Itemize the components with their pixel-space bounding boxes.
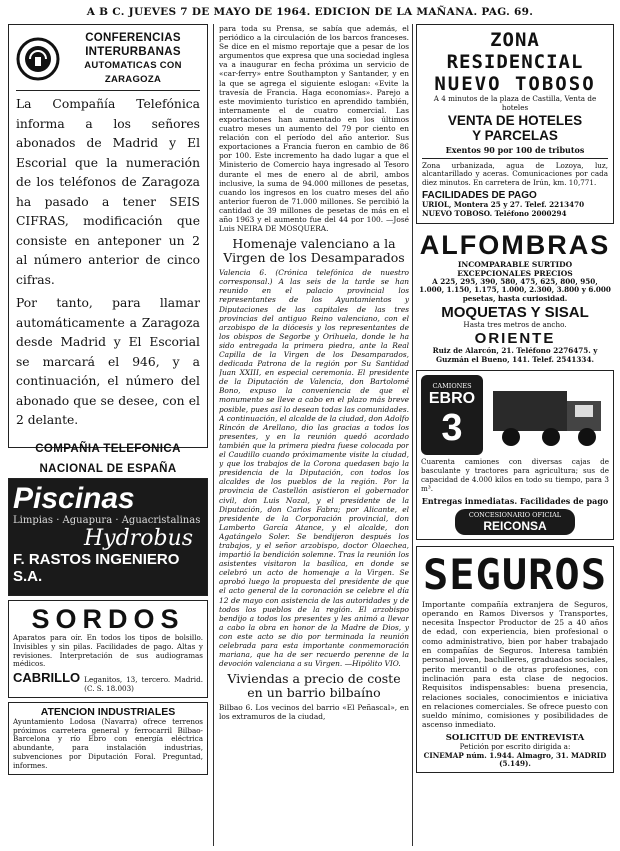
alfombras-moquetas-sub: Hasta tres metros de ancho.	[463, 319, 567, 329]
column-rule	[412, 24, 413, 846]
telefonica-logo-icon	[16, 37, 60, 81]
piscinas-brand: Hydrobus	[83, 526, 193, 551]
toboso-venta: VENTA DE HOTELES	[447, 112, 583, 128]
telefonica-para-2: Por tanto, para llamar automáticamente a Zaragoza desde Madrid y El Escorial se marcará el 946, y a continuación, el número del abonado que se desee, con el 2 delante.	[16, 296, 200, 427]
alfombras-address: Ruiz de Alarcón, 21. Teléfono 2276475. y Guzmán el Bueno, 141. Telef. 2541334.	[432, 345, 598, 364]
ebro-concesionario: CONCESIONARIO OFICIAL	[468, 510, 562, 519]
ebro-label: CAMIONES	[432, 382, 472, 391]
logo-line-3: AUTOMATICAS CON ZARAGOZA	[84, 60, 182, 85]
article-2-body: Valencia 6. (Crónica telefónica de nuestro corresponsal.) A las seis de la tarde se han reunido en el palacio provincial los representantes de los Ayuntamientos y Diputaciones de las capitales de las tres provincias del antiguo Reino valenciano, con el arzobispo de la diócesis y los representantes de los obispos de Segorbe y Orihuela, donde le ha sido entregada la primera piedra, ante la Real Capilla de la Virgen de los Desamparados, dedicada Patrona de la región por Su Santidad Juan XXIII, en especial ceremonia. El presidente de la Diputación de Valencia, don Bartolomé Bono, expuso la conveniencia de que el monumento se lleve a cabo en el plazo más breve posible, pues así lo desean todas las comunidades. A continuación, el alcalde de la ciudad, don Adolfo Rincón de Arellano, dio las gracias a todos los presentes, y en la reunión quedó acordado también que la primera piedra fuese colocada por el Caudillo cuando próximamente visite la ciudad, y que los trabajos de la Corona quedasen bajo la presidencia de la Diputación, con todos los alcaldes de los pueblos de la región. Por la provincia de Castellón asistieron el gobernador civil, don Luis Nozal, y el presidente de la Diputación, don Carlos Fabra; por Alicante, el presidente de la Corporación provincial, don Lamberto García Atance, y el alcalde, don Agatángelo Soler. Se bendijeron después los trabajos, y el señor arzobispo, doctor Olaechea, impartió la bendición solemne. Tras la reunión los asistentes visitaron la basílica, en donde se celebró un acto de homenaje a la Virgen. Se aprobó luego la propuesta del presidente de que el acto general de la coronación se celebre el día 12 de mayo con asistencia de las autoridades y de todos los pueblos de la región. El arzobispo bendijo a todos los presentes y les animó a llevar a cabo la obra en honor de la Madre de Dios, y con este acto se dio por terminada la reunión celebrada para esta importante conmemoración mariana, que ha de ser recuerdo perenne de la devoción valenciana a su Virgen. —Hipólito VIO.	[219, 268, 409, 669]
article-3-headline: Viviendas a precio de coste en un barrio bilbaíno	[227, 671, 401, 701]
sordos-body: Aparatos para oír. En todos los tipos de bolsillo. Invisibles y sin pilas. Facilidades de pago. Altas y revisiones. Interpretación de sus audiogramas médicos.	[13, 633, 203, 669]
ebro-badge	[421, 375, 483, 455]
toboso-parcelas: Y PARCELAS	[472, 127, 558, 143]
atencion-body: Ayuntamiento Lodosa (Navarra) ofrece terrenos próximos carretera general y ferrocarril Bilbao-Barcelona y río Ebro con energía eléctrica abundante, para instalación industrias, subvenciones por Diputación Foral. Preguntad, informes.	[13, 716, 203, 770]
ad-nuevo-toboso	[416, 24, 614, 224]
column-right	[416, 24, 614, 846]
ad-piscinas	[8, 478, 208, 596]
telefonica-banner	[16, 31, 200, 87]
ebro-dealer: REICONSA	[483, 518, 547, 533]
ad-seguros	[416, 546, 614, 774]
column-middle	[219, 24, 409, 846]
toboso-title-1: ZONA RESIDENCIAL	[446, 29, 584, 73]
alfombras-surtido: INCOMPARABLE SURTIDO	[457, 259, 573, 269]
article-2-headline: Homenaje valenciano a la Virgen de los Desamparados	[223, 236, 405, 266]
piscinas-tagline: Limpias · Aguapura · Aguacristalinas	[13, 515, 201, 526]
seguros-body: Importante compañía extranjera de Seguros, operando en Ramos Diversos y Transportes, necesita Inspector Productor de 25 a 40 años de edad, con experiencia, bien profesional o como administrativo, bien por haber trabajado en compañías de Seguros. Interesa también personal joven, bachilleres, graduados sociales, perito mercantil o de otras profesiones, con inclinación para esta clase de negocios. Requisitos indispensables: buena presencia, relaciones sociales, conocimientos e iniciativa en relaciones comerciales. Se ofrece puesto con sueldo mínimo, comisiones y posibilidades de ascenso inmediato.	[422, 599, 608, 730]
toboso-body: Zona urbanizada, agua de Lozoya, luz, alcantarillado y aceras. Comunicaciones por cada diez minutos. En carretera de Irún, km. 10,771.	[422, 160, 608, 188]
alfombras-precios-title: EXCEPCIONALES PRECIOS	[457, 268, 573, 278]
ebro-brand: EBRO	[428, 390, 476, 408]
atencion-title: ATENCION INDUSTRIALES	[40, 705, 176, 718]
alfombras-precios: A 225, 295, 390, 580, 475, 625, 800, 950, 1.000, 1.150, 1.175, 1.000, 2.300, 3.800 y 6.000 pesetas, hasta curiosidad.	[419, 276, 611, 304]
alfombras-oriente: ORIENTE	[474, 329, 556, 347]
article-1-body: para toda su Prensa, se sabía que además, el periódico a la circulación de los barcos franceses. Se dice en el mismo reportaje que a pesar de los argumentos que expresa que una sociedad inglesa va a inaugurar en fecha próxima un servicio de «car-ferry» entre Southampton y Santander, y en la que se agrega el siguiente eslogan: «Evite la travesía de Francia. Haga economías». Parejo a este movimiento turístico en aprendido también, internamente el de cuatro comercial. Las exportaciones han aumentado en los últimos cuatro meses un aumento del 79 por ciento en relación con el período del año anterior. Sus exportaciones a Francia fueron en cambio de 86 por 100. Este incremento ha dado lugar a que el Ministerio de Comercio haya ingresado al Tesoro durante el mes de enero al de abril, ambos inclusive, la suma de 94.000 millones de pesetas, cuando los ingresos en los cuatro meses del año anterior fueron de 71.000 millones. Se percibió la cantidad de 39 millones de pesetas de más en el año 1963 y el aumento fue del 44 por 100. —José Luis NEIRA DE MOSQUERA.	[219, 24, 409, 234]
toboso-contact-2: NUEVO TOBOSO. Teléfono 2000294	[422, 208, 567, 218]
logo-line-2: INTERURBANAS	[85, 46, 181, 58]
ad-alfombras	[416, 228, 614, 367]
ebro-number: 3	[441, 407, 463, 450]
ad-camiones-ebro	[416, 370, 614, 539]
article-3-body: Bilbao 6. Los vecinos del barrio «El Peñascal», en los extramuros de la ciudad,	[219, 703, 409, 722]
sordos-address: Leganitos, 13, tercero. Madrid. (C. S. 18.003)	[84, 675, 203, 693]
telefonica-signature: COMPAÑIA TELEFONICA NACIONAL DE ESPAÑA	[35, 442, 181, 475]
piscinas-title: Piscinas	[13, 482, 135, 515]
column-left	[8, 24, 208, 846]
toboso-contact-1: URIOL, Montera 25 y 27. Telef. 2213470	[422, 199, 585, 209]
ad-sordos	[8, 600, 208, 698]
logo-line-1: CONFERENCIAS	[85, 32, 181, 44]
seguros-title: SEGUROS	[422, 549, 607, 599]
ebro-dealer-badge	[455, 509, 575, 535]
ebro-entrega: Entregas inmediatas. Facilidades de pago	[421, 495, 609, 506]
truck-icon	[489, 375, 607, 455]
ad-atencion-industriales	[8, 702, 208, 775]
running-head: A B C. JUEVES 7 DE MAYO DE 1964. EDICION DE LA MAÑANA. PAG. 69.	[86, 6, 534, 18]
ad-telefonica	[8, 24, 208, 475]
alfombras-moquetas: MOQUETAS Y SISAL	[441, 303, 589, 321]
ebro-caption: Cuarenta camiones con diversas cajas de basculante y tractores para agricultura; sus de capacidad de 4.000 kilos en todo su tiempo, para 3 m³.	[421, 457, 609, 493]
toboso-facilidades: FACILIDADES DE PAGO	[422, 189, 537, 201]
telefonica-para-1: La Compañía Telefónica informa a los señores abonados de Madrid y El Escorial que la numeración de los teléfonos de Zaragoza ha pasado a tener SEIS CIFRAS, modificación que consiste en anteponer un 2 al número anterior de cinco cifras.	[16, 97, 200, 287]
seguros-peticion: Petición por escrito dirigida a:	[459, 741, 571, 751]
toboso-tributos: Exentos 90 por 100 de tributos	[445, 144, 585, 155]
alfombras-title: ALFOMBRAS	[419, 229, 611, 260]
seguros-solicitud: SOLICITUD DE ENTREVISTA	[445, 732, 585, 743]
piscinas-company: F. RASTOS INGENIERO S.A.	[13, 551, 180, 585]
seguros-address: CINEMAP núm. 1.944. Almagro, 31. MADRID (5.149).	[423, 750, 607, 769]
column-rule	[213, 24, 214, 846]
toboso-subline: A 4 minutos de la plaza de Castilla, Venta de hoteles	[433, 94, 597, 112]
sordos-title: SORDOS	[31, 604, 185, 634]
sordos-name: CABRILLO	[13, 670, 81, 686]
toboso-title-2: NUEVO TOBOSO	[434, 73, 596, 95]
